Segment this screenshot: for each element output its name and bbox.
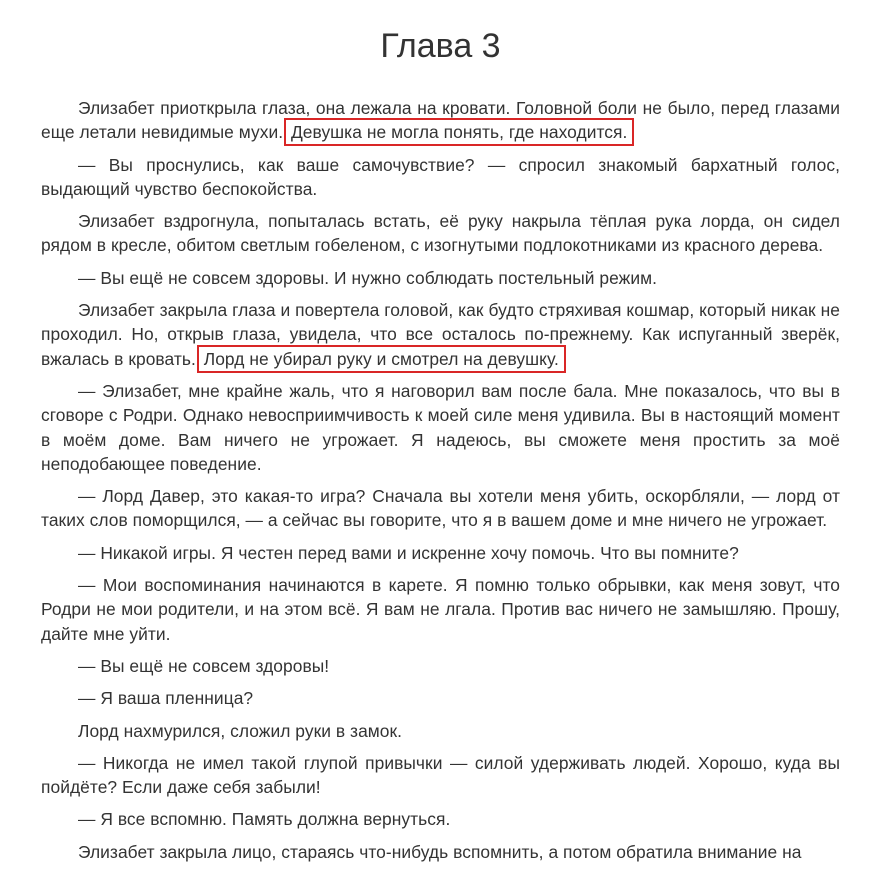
chapter-text [41,96,840,864]
highlighted-sentence-1: Девушка не могла понять, где находится. [288,122,630,142]
paragraph-12-text: Лорд нахмурился, сложил руки в замок. [78,720,403,741]
paragraph-14 [41,807,840,831]
paragraph-5 [41,298,840,371]
paragraph-7 [41,484,840,533]
paragraph-11 [41,686,840,710]
paragraph-1-text: Элизабет приоткрыла глаза, она лежала на кровати. Головной боли не было, перед глазами еще летали невидимые мухи. [41,98,840,143]
paragraph-12 [41,719,840,743]
paragraph-8 [41,541,840,565]
chapter-title: Глава 3 [380,27,501,65]
paragraph-8-text: — Никакой игры. Я честен перед вами и искренне хочу помочь. Что вы помните? [78,542,739,563]
paragraph-11-text: — Я ваша пленница? [78,688,254,709]
paragraph-7-text: — Лорд Давер, это какая-то игра? Сначала вы хотели меня убить, оскорбляли, — лорд от таких слов поморщился, — а сейчас вы говорите, что я в вашем доме и мне ничего не угрожает. [41,486,840,531]
paragraph-3-text: Элизабет вздрогнула, попыталась встать, её руку накрыла тёплая рука лорда, он сидел рядом в кресле, обитом светлым гобеленом, с изогнутыми подлокотниками из красного дерева. [41,211,840,256]
paragraph-13 [41,751,840,800]
paragraph-14-text: — Я все вспомню. Память должна вернуться. [78,809,451,830]
paragraph-2 [41,153,840,202]
paragraph-9 [41,573,840,646]
paragraph-1 [41,96,840,145]
paragraph-3 [41,209,840,258]
paragraph-6 [41,379,840,476]
highlighted-sentence-2: Лорд не убирал руку и смотрел на девушку. [201,349,562,369]
paragraph-4 [41,266,840,290]
paragraph-15-text: Элизабет закрыла лицо, стараясь что-нибудь вспомнить, а потом обратила внимание на [78,841,802,862]
paragraph-2-text: — Вы проснулись, как ваше самочувствие? — спросил знакомый бархатный голос, выдающий чувство беспокойства. [41,154,840,199]
paragraph-4-text: — Вы ещё не совсем здоровы. И нужно соблюдать постельный режим. [78,267,658,288]
paragraph-13-text: — Никогда не имел такой глупой привычки — силой удерживать людей. Хорошо, куда вы пойдёте? Если даже себя забыли! [41,752,840,798]
paragraph-5-text: Элизабет закрыла глаза и повертела головой, как будто стряхивая кошмар, который никак не проходил. Но, открыв глаза, увидела, что все осталось по-прежнему. Как испуганный зверёк, вжалась в кровать. [41,300,840,369]
paragraph-10 [41,654,840,678]
paragraph-15 [41,840,840,864]
paragraph-10-text: — Вы ещё не совсем здоровы! [78,655,330,676]
paragraph-9-text: — Мои воспоминания начинаются в карете. Я помню только обрывки, как меня зовут, что Родри не мои родители, и на этом всё. Я вам не лгала. Против вас ничего не замышляю. Прошу, дайте мне уйти. [41,575,840,644]
book-page [41,0,840,872]
paragraph-6-text: — Элизабет, мне крайне жаль, что я наговорил вам после бала. Мне показалось, что вы в сговоре с Родри. Однако невосприимчивость к моей силе меня удивила. Вы в настоящий момент в моём доме. Вам ничего не угрожает. Я надеюсь, вы сможете меня простить за моё неподобающее поведение. [41,380,840,474]
